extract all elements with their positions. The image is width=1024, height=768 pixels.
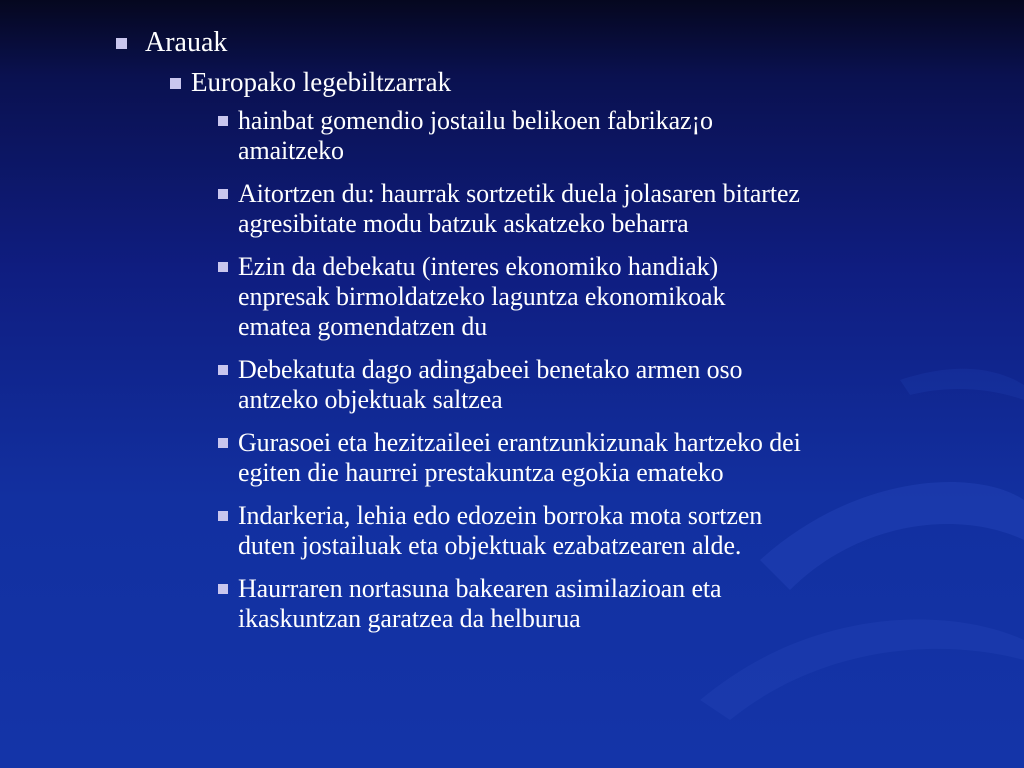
list-item	[218, 355, 998, 415]
list-item-line: enpresak birmoldatzeko laguntza ekonomikoak	[238, 282, 726, 311]
list-item-line: egiten die haurrei prestakuntza egokia emateko	[238, 458, 724, 487]
list-item-line: antzeko objektuak saltzea	[238, 385, 503, 414]
list-item-line: Haurraren nortasuna bakearen asimilazioan eta	[238, 574, 722, 603]
outline-level3-list	[218, 106, 998, 647]
list-item	[218, 179, 998, 239]
square-bullet-icon	[116, 38, 127, 49]
list-item-line: ikaskuntzan garatzea da helburua	[238, 604, 581, 633]
list-item	[218, 106, 998, 166]
list-item-line: Debekatuta dago adingabeei benetako armen oso	[238, 355, 743, 384]
list-item-line: duten jostailuak eta objektuak ezabatzearen alde.	[238, 531, 742, 560]
list-item-line: Gurasoei eta hezitzaileei erantzunkizunak hartzeko dei	[238, 428, 801, 457]
list-item-line: amaitzeko	[238, 136, 344, 165]
square-bullet-icon	[218, 511, 228, 521]
list-item-line: agresibitate modu batzuk askatzeko beharra	[238, 209, 689, 238]
square-bullet-icon	[218, 116, 228, 126]
square-bullet-icon	[218, 584, 228, 594]
list-item-line: Ezin da debekatu (interes ekonomiko handiak)	[238, 252, 719, 281]
outline-level2-item	[170, 66, 451, 98]
square-bullet-icon	[218, 365, 228, 375]
square-bullet-icon	[170, 78, 181, 89]
list-item	[218, 501, 998, 561]
outline-level1-item	[116, 26, 227, 60]
outline-level1-text: Arauak	[145, 27, 228, 58]
list-item	[218, 574, 998, 634]
square-bullet-icon	[218, 438, 228, 448]
list-item-line: hainbat gomendio jostailu belikoen fabrikaz¡o	[238, 106, 713, 135]
list-item-line: Indarkeria, lehia edo edozein borroka mota sortzen	[238, 501, 763, 530]
square-bullet-icon	[218, 189, 228, 199]
outline-level2-text: Europako legebiltzarrak	[191, 67, 452, 97]
square-bullet-icon	[218, 262, 228, 272]
list-item	[218, 252, 998, 342]
list-item	[218, 428, 998, 488]
list-item-line: ematea gomendatzen du	[238, 312, 488, 341]
list-item-line: Aitortzen du: haurrak sortzetik duela jolasaren bitartez	[238, 179, 800, 208]
